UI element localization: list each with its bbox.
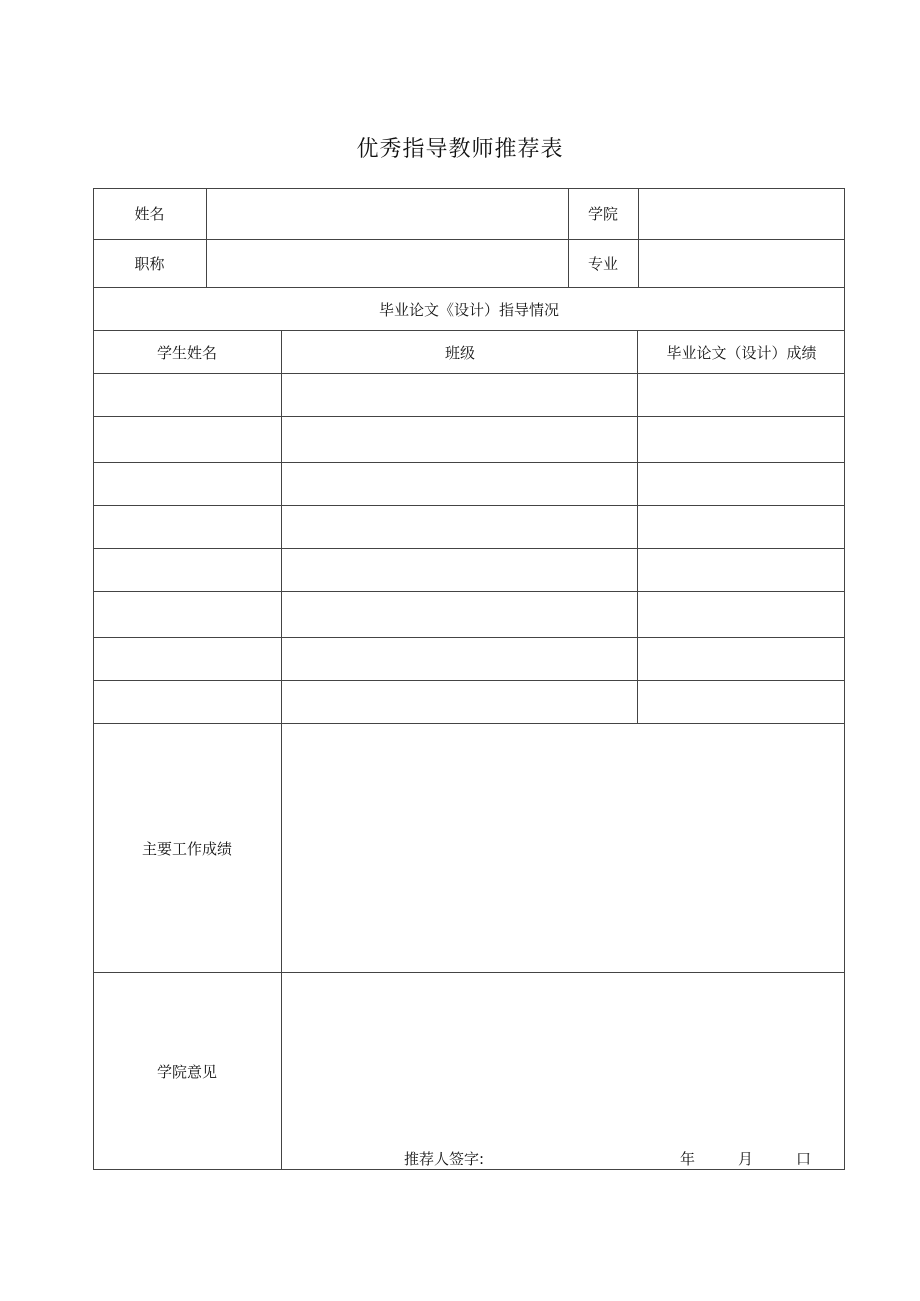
name-field[interactable] bbox=[207, 189, 568, 239]
class-cell[interactable] bbox=[282, 638, 637, 680]
col-header-class: 班级 bbox=[444, 343, 475, 362]
signature-label: 推荐人签字: bbox=[404, 1150, 485, 1168]
class-cell[interactable] bbox=[282, 681, 637, 723]
achievements-label: 主要工作成绩 bbox=[141, 839, 232, 858]
grade-cell[interactable] bbox=[638, 592, 844, 637]
col-header-student-name: 学生姓名 bbox=[156, 343, 217, 362]
college-opinion-field[interactable] bbox=[282, 973, 844, 1133]
table-row bbox=[94, 417, 844, 462]
year-label: 年 bbox=[680, 1150, 696, 1168]
table-row bbox=[94, 681, 844, 723]
student-name-cell[interactable] bbox=[94, 506, 281, 548]
major-label: 专业 bbox=[587, 254, 618, 273]
table-row bbox=[94, 374, 844, 416]
college-field[interactable] bbox=[639, 189, 844, 239]
student-name-cell[interactable] bbox=[94, 638, 281, 680]
table-row bbox=[94, 592, 844, 637]
class-cell[interactable] bbox=[282, 374, 637, 416]
college-opinion-label: 学院意见 bbox=[156, 1063, 217, 1081]
guidance-heading: 毕业论文《设计）指导情况 bbox=[378, 300, 559, 319]
student-name-cell[interactable] bbox=[94, 374, 281, 416]
grade-cell[interactable] bbox=[638, 506, 844, 548]
col-header-grade: 毕业论文（设计）成绩 bbox=[666, 343, 817, 362]
table-row bbox=[94, 506, 844, 548]
student-name-cell[interactable] bbox=[94, 592, 281, 637]
table-row bbox=[94, 638, 844, 680]
major-field[interactable] bbox=[639, 240, 844, 287]
grade-cell[interactable] bbox=[638, 374, 844, 416]
class-cell[interactable] bbox=[282, 463, 637, 505]
grade-cell[interactable] bbox=[638, 463, 844, 505]
signature-field[interactable] bbox=[495, 1146, 665, 1168]
grade-cell[interactable] bbox=[638, 638, 844, 680]
grade-cell[interactable] bbox=[638, 681, 844, 723]
grade-cell[interactable] bbox=[638, 549, 844, 591]
class-cell[interactable] bbox=[282, 549, 637, 591]
class-cell[interactable] bbox=[282, 417, 637, 462]
page-title: 优秀指导教师推荐表 bbox=[356, 137, 564, 162]
month-label: 月 bbox=[738, 1150, 754, 1168]
achievements-field[interactable] bbox=[282, 724, 844, 972]
name-label: 姓名 bbox=[134, 205, 165, 223]
student-name-cell[interactable] bbox=[94, 681, 281, 723]
title-label: 职称 bbox=[134, 254, 165, 273]
college-label: 学院 bbox=[587, 205, 618, 223]
day-label: 口 bbox=[796, 1150, 812, 1168]
title-field[interactable] bbox=[207, 240, 568, 287]
class-cell[interactable] bbox=[282, 592, 637, 637]
grade-cell[interactable] bbox=[638, 417, 844, 462]
table-row bbox=[94, 549, 844, 591]
table-row bbox=[94, 463, 844, 505]
student-name-cell[interactable] bbox=[94, 549, 281, 591]
class-cell[interactable] bbox=[282, 506, 637, 548]
student-name-cell[interactable] bbox=[94, 417, 281, 462]
student-name-cell[interactable] bbox=[94, 463, 281, 505]
